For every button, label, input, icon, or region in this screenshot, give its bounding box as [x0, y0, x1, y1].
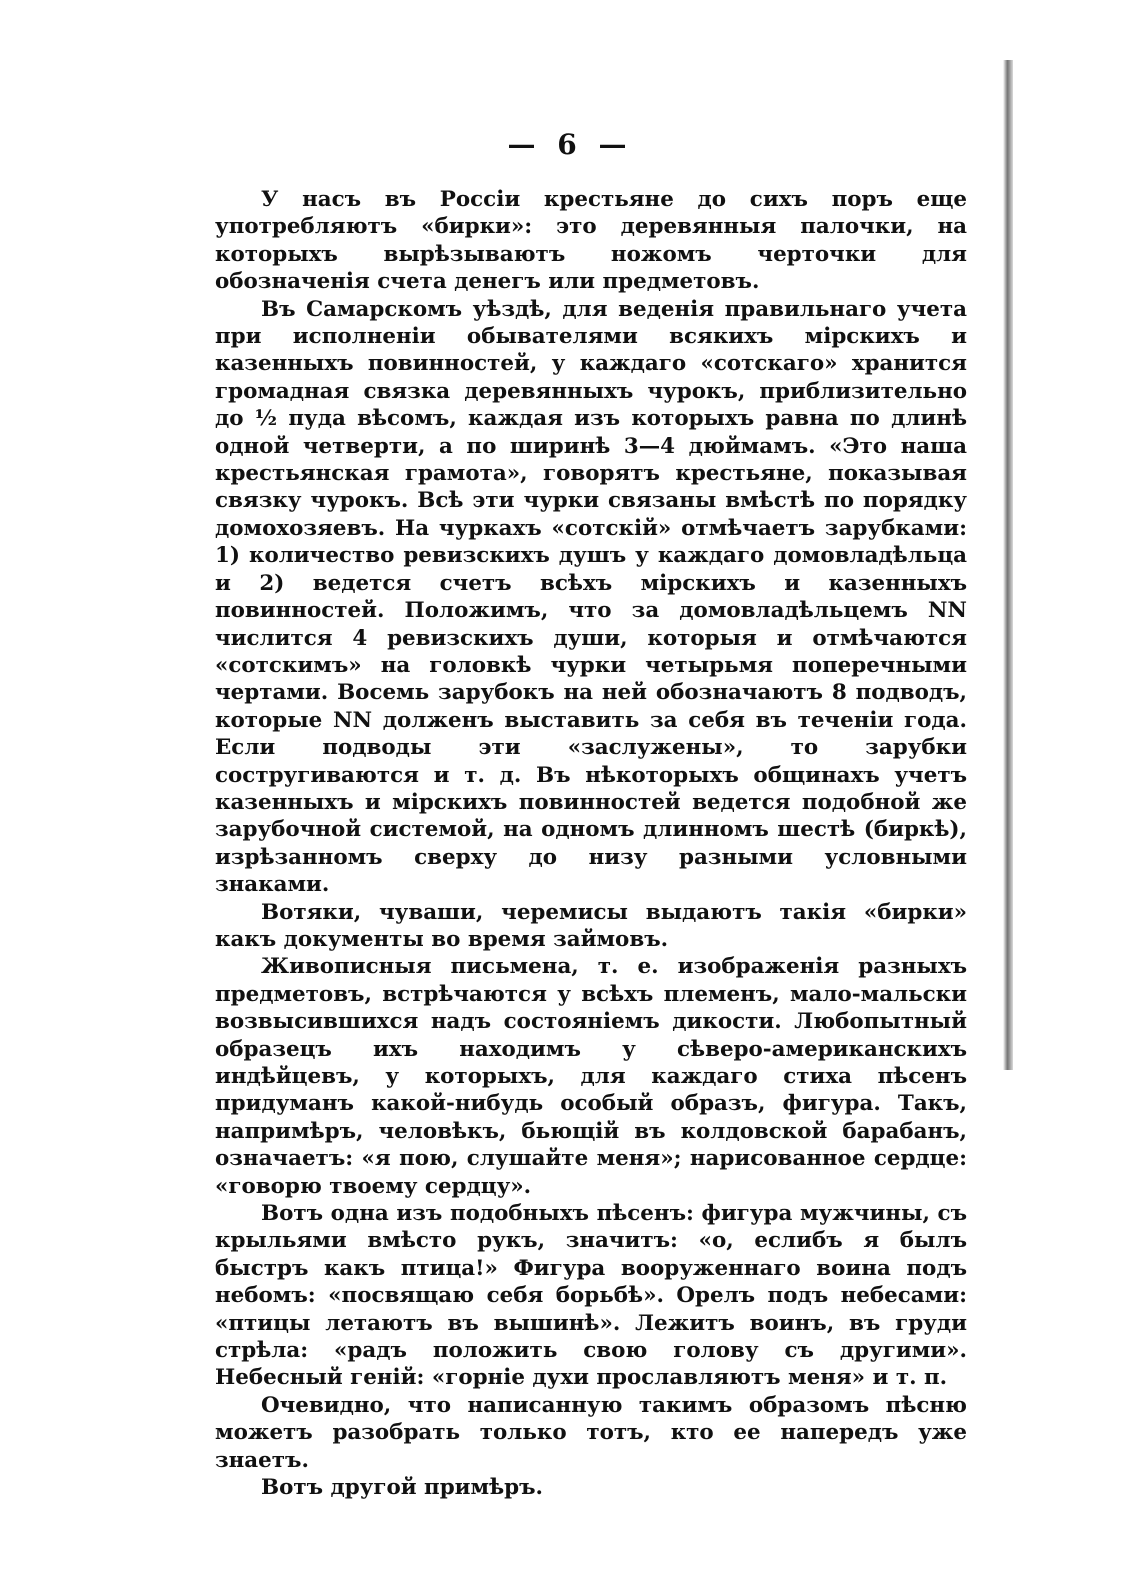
- paragraph: Вотъ одна изъ подобныхъ пѣсенъ: фигура мужчины, съ крыльями вмѣсто рукъ, значитъ: «о, еслибъ я былъ быстръ какъ птица!» Фигура вооруженнаго воина подъ небомъ: «посвящаю себя борьбѣ». Орелъ подъ небесами: «птицы летаютъ въ вышинѣ». Лежитъ воинъ, въ груди стрѣла: «радъ положить свою голову съ другими». Небесный геній: «горніе духи прославляютъ меня» и т. п.: [215, 1201, 967, 1391]
- paragraph: Живописныя письмена, т. е. изображенія разныхъ предметовъ, встрѣчаются у всѣхъ племенъ, мало-мальски возвысившихся надъ состояніемъ дикости. Любопытный образецъ ихъ находимъ у сѣверо-американскихъ индѣйцевъ, у которыхъ, для каждаго стиха пѣсенъ придуманъ какой-нибудь особый образъ, фигура. Такъ, напримѣръ, человѣкъ, бьющій въ колдовской барабанъ, означаетъ: «я пою, слушайте меня»; нарисованное сердце: «говорю твоему сердцу».: [215, 954, 967, 1199]
- paragraph: Очевидно, что написанную такимъ образомъ пѣсню можетъ разобрать только тотъ, кто ее напередъ уже знаетъ.: [215, 1392, 967, 1473]
- paragraph: Вотъ другой примѣръ.: [261, 1475, 543, 1501]
- paragraph: У насъ въ Россіи крестьяне до сихъ поръ еще употребляютъ «бирки»: это деревянныя палочки, на которыхъ вырѣзываютъ ножомъ черточки для обозначенія счета денегъ или предметовъ.: [215, 187, 967, 295]
- page-text: [215, 186, 967, 1501]
- page-number: — 6 —: [507, 128, 633, 161]
- scan-shadow-edge: [1003, 60, 1013, 1070]
- paragraph: Въ Самарскомъ уѣздѣ, для веденія правильнаго учета при исполненіи обывателями всякихъ мірскихъ и казенныхъ повинностей, у каждаго «сотскаго» хранится громадная связка деревянныхъ чурокъ, приблизительно до ½ пуда вѣсомъ, каждая изъ которыхъ равна по длинѣ одной четверти, а по ширинѣ 3—4 дюймамъ. «Это наша крестьянская грамота», говорятъ крестьяне, показывая связку чурокъ. Всѣ эти чурки связаны вмѣстѣ по порядку домохозяевъ. На чуркахъ «сотскій» отмѣчаетъ зарубками: 1) количество ревизскихъ душъ у каждаго домовладѣльца и 2) ведется счетъ всѣхъ мірскихъ и казенныхъ повинностей. Положимъ, что за домовладѣльцемъ NN числится 4 ревизскихъ души, которыя и отмѣчаются «сотскимъ» на головкѣ чурки четырьмя поперечными чертами. Восемь зарубокъ на ней обозначаютъ 8 подводъ, которые NN долженъ выставить за себя въ теченіи года. Если подводы эти «заслужены», то зарубки состругиваются и т. д. Въ нѣкоторыхъ общинахъ учетъ казенныхъ и мірскихъ повинностей ведется подобной же зарубочной системой, на одномъ длинномъ шестѣ (биркѣ), изрѣзанномъ сверху до низу разными условными знаками.: [215, 296, 967, 898]
- paragraph: Вотяки, чуваши, черемисы выдаютъ такія «бирки» какъ документы во время займовъ.: [215, 899, 967, 952]
